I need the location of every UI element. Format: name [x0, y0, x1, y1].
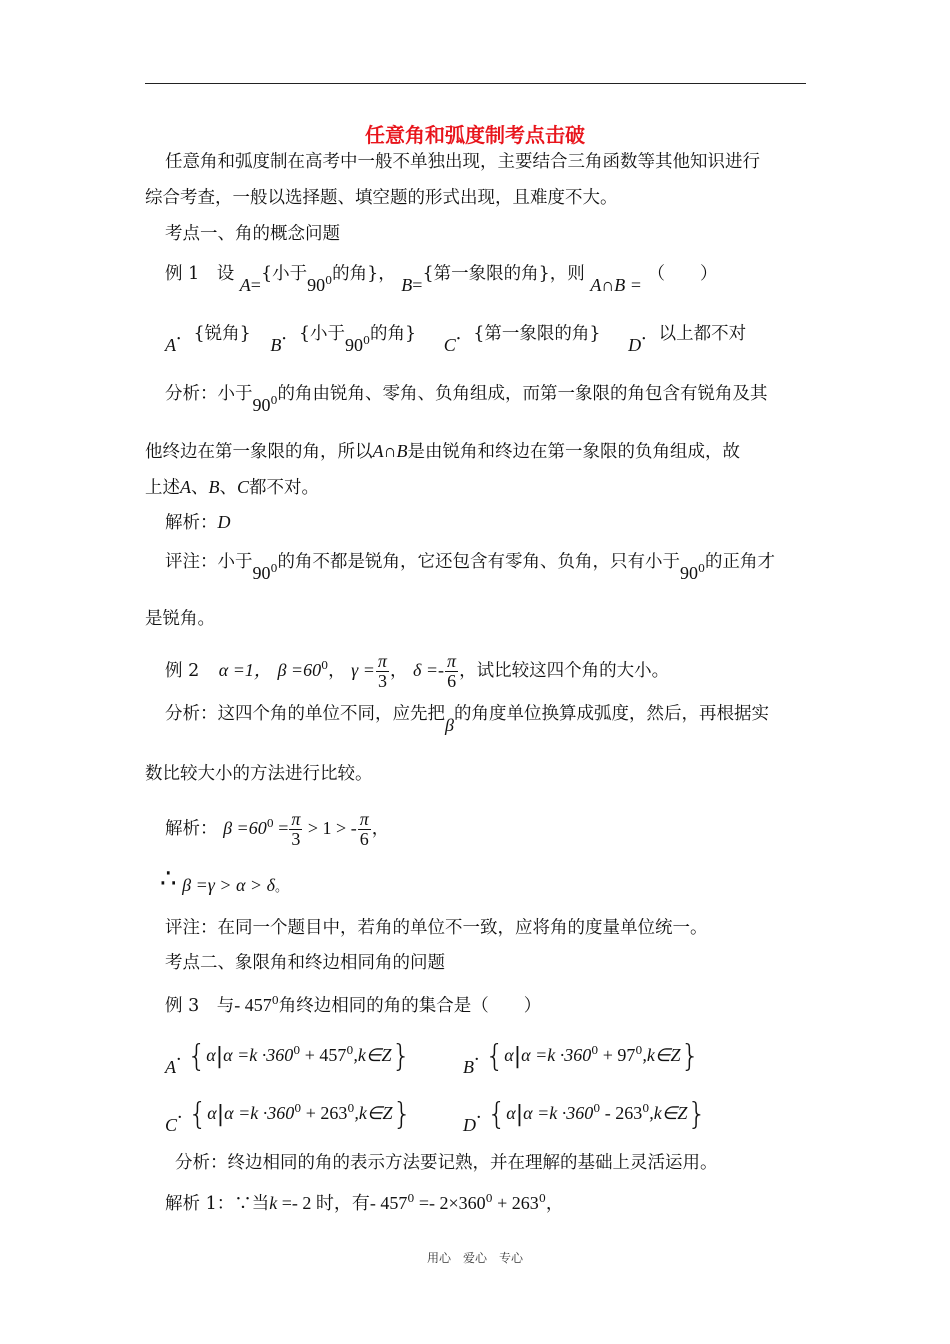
fraction-pi-6: [445, 652, 458, 691]
ex3-opt-c-sup1: 0: [294, 1102, 302, 1115]
ex3-opt-a-letter: A: [165, 1057, 176, 1077]
ex1-comment-c: 的正角才: [705, 552, 775, 572]
ex1-answer: D: [217, 512, 231, 532]
ex3-opt-c-lbrace: {: [188, 1097, 208, 1132]
sol-den-6: 6: [359, 829, 369, 849]
ex1-solution-label: 解析：: [165, 513, 218, 533]
ex3-opt-c-rbrace: }: [392, 1097, 412, 1132]
beta-value: β =60: [277, 660, 322, 680]
ex3-opt-a-expr: α =k ·360: [223, 1045, 294, 1065]
ex3-opt-a-dot: ·: [176, 1050, 182, 1070]
ex3-opt-b-sup1: 0: [591, 1044, 599, 1057]
ex1-comment-1: [165, 546, 775, 583]
ex1-label: 例 1 设: [165, 264, 235, 284]
ex3-opt-d-sup1: 0: [593, 1102, 601, 1115]
ex2-label: 例 2: [165, 661, 200, 681]
example-3-question: [165, 990, 541, 1017]
ex3-opt-c-alpha: α: [207, 1103, 217, 1123]
ex1-analysis-b: 的角由锐角、零角、负角组成，而第一象限的角包含有锐角及其: [277, 384, 768, 404]
ex1-comment-2: 是锐角。: [145, 609, 215, 629]
ex3-sol-sup2: 0: [485, 1192, 493, 1205]
ex3-opt-b-alpha: α: [504, 1045, 514, 1065]
ex3-opt-b-expr: α =k ·360: [521, 1045, 592, 1065]
ex3-opt-b-bar: |: [513, 1044, 522, 1069]
ex2-conclusion: [160, 864, 288, 895]
den-3: 3: [377, 671, 387, 691]
opt-d-letter: D: [628, 335, 642, 355]
ex3-opt-d-dot: ·: [476, 1108, 482, 1128]
ex1-analysis-1: [165, 378, 768, 415]
section-1-heading: 考点一、角的概念问题: [165, 224, 340, 244]
set-a-text: {小于: [260, 264, 308, 284]
deg-sup: 0: [325, 274, 333, 287]
ex3-k: k: [269, 1193, 278, 1213]
ex3-sol-sup3: 0: [538, 1192, 546, 1205]
ex2-solution-label: 解析：: [165, 819, 218, 839]
letter-a: A: [180, 477, 191, 497]
example-2-question: [165, 652, 669, 691]
ex1-comment-b: 的角不都是锐角，它还包含有零角、负角，只有小于: [277, 552, 680, 572]
den-6: 6: [447, 671, 457, 691]
set-b-text: {第一象限的角}，则: [422, 264, 585, 284]
intersection-expr: A∩B =: [590, 275, 642, 295]
opt-b-text-end: 的角}: [370, 324, 417, 344]
opt-c-letter: C: [443, 335, 456, 355]
ex3-opt-b-dot: ·: [474, 1050, 480, 1070]
sol-fraction-pi-3: [289, 810, 302, 849]
cm-deg-1: 90: [252, 563, 271, 583]
sep-1: 、: [191, 478, 209, 498]
ex1-analysis-3: [145, 476, 319, 499]
opt-b-letter: B: [270, 335, 282, 355]
opt-a-text: ．{锐角}: [176, 324, 251, 344]
fraction-pi-3: [376, 652, 389, 691]
ex3-option-b: [463, 1039, 700, 1077]
sol-beta: β =60: [223, 818, 267, 838]
ex3-opt-a-sup1: 0: [293, 1044, 301, 1057]
ex1-analysis-2: [145, 440, 740, 463]
ex3-opt-d-bar: |: [515, 1102, 524, 1127]
ex3-opt-b-k: ,k∈Z: [642, 1045, 681, 1065]
ex3-opt-a-rbrace: }: [391, 1039, 411, 1074]
ex3-opt-d-sub: - 263: [600, 1103, 643, 1123]
ex1-analysis-inter: A∩B: [372, 441, 408, 461]
ex2-analysis-a: 分析：这四个角的单位不同，应先把: [165, 704, 445, 724]
alpha-value: α =1，: [218, 660, 272, 680]
ex3-opt-d-rbrace: }: [687, 1097, 707, 1132]
ex1-analysis-2a: 他终边在第一象限的角，所以: [145, 442, 373, 462]
cm-sup-2: 0: [698, 562, 705, 575]
ex2-solution: [165, 810, 389, 849]
ex2-analysis-b: 的角度单位换算成弧度，然后，再根据实: [453, 704, 769, 724]
eq: =: [250, 275, 261, 295]
ex3-option-c: [165, 1097, 412, 1135]
opt-b-text: ．{小于: [281, 324, 345, 344]
ex3-opt-c-expr: α =k ·360: [224, 1103, 295, 1123]
eq-b: =: [412, 275, 423, 295]
ex3-k-value: =- 2 时，有: [277, 1193, 370, 1213]
ex3-opt-b-letter: B: [463, 1057, 474, 1077]
delta-value: δ =-: [413, 660, 445, 680]
cm-deg-2: 90: [680, 563, 698, 583]
pi-num-2: π: [447, 651, 457, 671]
opt-c-text: ．{第一象限的角}: [455, 324, 601, 344]
order-end: 。: [274, 880, 288, 895]
ex1-analysis-2b: 是由锐角和终边在第一象限的负角组成，故: [407, 442, 740, 462]
sol-pi-1: π: [291, 809, 301, 829]
ex3-opt-c-sup2: 0: [347, 1102, 355, 1115]
ex2-analysis-1: [165, 702, 769, 735]
neg-457: - 457: [234, 995, 272, 1015]
set-a-var: A: [239, 275, 251, 295]
ex3-question-text: 角终边相同的角的集合是（ ）: [278, 996, 542, 1016]
ex3-opt-a-sup2: 0: [346, 1044, 354, 1057]
opt-b-sup: 0: [363, 334, 370, 347]
ex1-analysis-3b: 都不对。: [249, 478, 320, 498]
ex3-opt-a-alpha: α: [206, 1045, 216, 1065]
ex3-opt-c-letter: C: [165, 1115, 178, 1135]
ex3-opt-c-bar: |: [216, 1102, 225, 1127]
header-rule: [145, 83, 806, 84]
comma-1: ，: [328, 661, 346, 681]
ex3-opt-d-alpha: α: [506, 1103, 516, 1123]
ex2-comment: 评注：在同一个题目中，若角的单位不一致，应将角的度量单位统一。: [165, 918, 708, 938]
ex3-times: =- 2×360: [414, 1193, 486, 1213]
letter-b: B: [208, 477, 220, 497]
sol-gt: > 1 > -: [303, 818, 357, 838]
beta-sup: 0: [321, 659, 329, 672]
ex3-opt-c-add: + 263: [301, 1103, 348, 1123]
sol-sup: 0: [266, 817, 274, 830]
answer-paren: （ ）: [647, 264, 718, 284]
ex3-opt-a-k: ,k∈Z: [353, 1045, 392, 1065]
set-a-text-end: 的角}，: [332, 264, 396, 284]
comma-2: ，: [389, 661, 408, 681]
intro-line-2: 综合考查，一般以选择题、填空题的形式出现，且难度不大。: [145, 188, 618, 208]
ex3-opt-d-letter: D: [463, 1115, 476, 1135]
example-1-question: [165, 258, 718, 295]
ex3-option-a: [165, 1039, 411, 1077]
ex3-opt-d-expr: α =k ·360: [523, 1103, 594, 1123]
sol-end: ，: [371, 819, 390, 839]
ex3-opt-d-k: ,k∈Z: [649, 1103, 688, 1123]
ex3-opt-b-lbrace: {: [485, 1039, 505, 1074]
ex3-neg-457: - 457: [369, 1193, 408, 1213]
ex3-opt-b-add: + 97: [598, 1045, 636, 1065]
an-sup: 0: [270, 394, 278, 407]
page-footer: 用心 爱心 专心: [426, 1251, 523, 1265]
sol-pi-2: π: [359, 809, 369, 829]
an-deg: 90: [252, 395, 271, 415]
ex3-solution-label: 解析 1：∵当: [165, 1194, 270, 1214]
ex3-opt-c-k: ,k∈Z: [354, 1103, 393, 1123]
ex2-tail: ，试比较这四个角的大小。: [459, 661, 670, 681]
ex1-comment-a: 评注：小于: [165, 552, 253, 572]
ex3-opt-d-lbrace: {: [487, 1097, 507, 1132]
ex1-analysis-3a: 上述: [145, 478, 180, 498]
sol-den-3: 3: [291, 829, 301, 849]
therefore-symbol: ∴: [160, 864, 177, 894]
opt-d-text: ．以上都不对: [641, 324, 747, 344]
page-title: 任意角和弧度制考点击破: [365, 123, 585, 147]
opt-a-letter: A: [165, 335, 176, 355]
intro-line-1: 任意角和弧度制在高考中一般不单独出现，主要结合三角函数等其他知识进行: [165, 152, 760, 172]
ex3-label: 例 3 与: [165, 996, 235, 1016]
set-b-var: B: [401, 275, 413, 295]
pi-num: π: [377, 651, 387, 671]
ex3-opt-a-bar: |: [215, 1044, 224, 1069]
ex1-analysis-a: 分析：小于: [165, 384, 253, 404]
sol-eq: =: [273, 818, 289, 838]
ex1-solution: [165, 511, 231, 534]
ex3-sol-end: ，: [545, 1194, 564, 1214]
ex3-opt-c-dot: ·: [177, 1108, 183, 1128]
ex3-opt-b-rbrace: }: [680, 1039, 700, 1074]
sep-2: 、: [219, 478, 237, 498]
ex3-sol-sup1: 0: [407, 1192, 415, 1205]
ex3-plus-263: + 263: [492, 1193, 539, 1213]
section-2-heading: 考点二、象限角和终边相同角的问题: [165, 953, 445, 973]
ex3-opt-b-sup2: 0: [635, 1044, 643, 1057]
neg-457-sup: 0: [271, 994, 279, 1007]
ex3-opt-a-add: + 457: [300, 1045, 347, 1065]
angle-order: β =γ > α > δ: [182, 875, 275, 895]
ex2-analysis-2: 数比较大小的方法进行比较。: [145, 764, 373, 784]
ex3-analysis: 分析：终边相同的角的表示方法要记熟，并在理解的基础上灵活运用。: [175, 1153, 718, 1173]
gamma-value: γ =: [351, 660, 375, 680]
opt-b-deg: 90: [345, 335, 363, 355]
cm-sup-1: 0: [270, 562, 278, 575]
example-1-options: [165, 318, 747, 355]
sol-fraction-pi-6: [358, 810, 371, 849]
ex3-opt-d-sup2: 0: [642, 1102, 650, 1115]
ex3-solution-1: [165, 1188, 563, 1215]
deg-90: 90: [307, 275, 326, 295]
letter-c: C: [237, 477, 250, 497]
ex3-opt-a-lbrace: {: [187, 1039, 207, 1074]
ex3-option-d: [463, 1097, 707, 1135]
beta-symbol: β: [445, 715, 454, 735]
